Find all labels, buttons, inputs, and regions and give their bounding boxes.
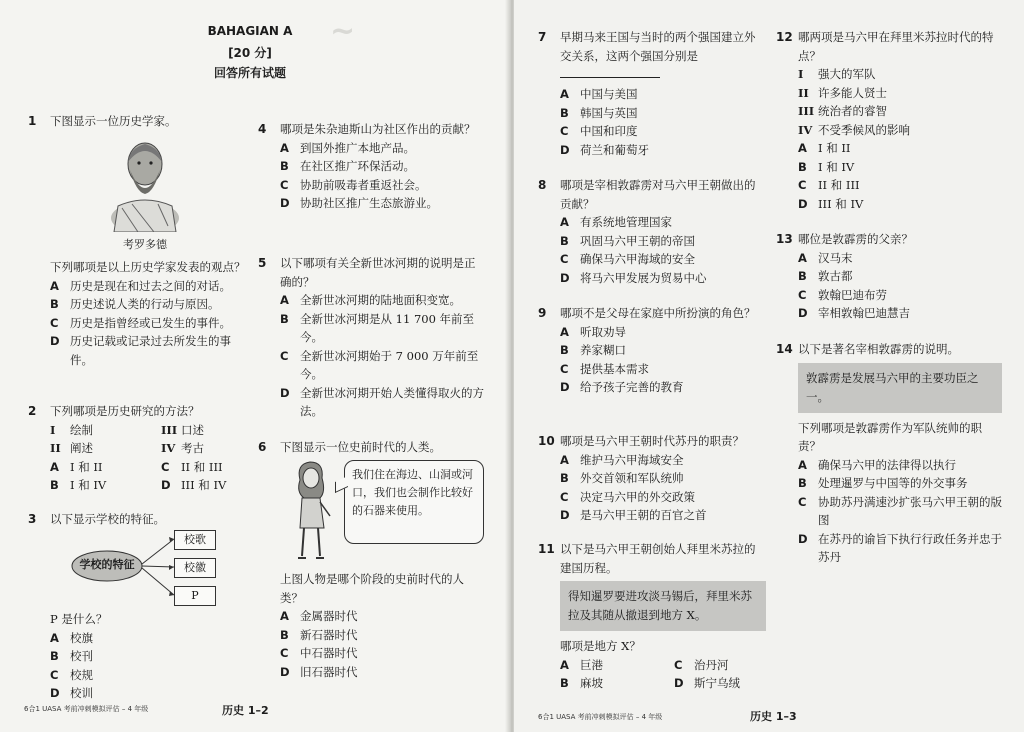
bleed-through-mark: ~ [330, 14, 358, 49]
question-4 [258, 120, 484, 213]
question-number: 12 [776, 30, 793, 44]
option-a[interactable]: A I 和 II [798, 141, 851, 155]
question-intro: 下图显示一位历史学家。 [50, 114, 177, 128]
question-8 [538, 176, 766, 287]
option-b[interactable]: B 外交首领和军队统帅 [560, 471, 684, 485]
option-d[interactable]: D 是马六甲王朝的百官之首 [560, 508, 707, 522]
question-stem: 哪项是朱杂迪斯山为社区作出的贡献？ [280, 122, 476, 136]
option-a[interactable]: A 中国与美国 [560, 87, 638, 101]
question-stem: 下列哪项是以上历史学家发表的观点？ [50, 260, 246, 274]
question-11 [538, 540, 766, 693]
question-stem: 早期马来王国与当时的两个强国建立外交关系，这两个强国分别是 [560, 30, 756, 63]
option-a[interactable]: A 汉马末 [798, 250, 853, 265]
question-7 [538, 28, 766, 159]
left-page [0, 0, 510, 732]
roman-item: IV 考古 [161, 441, 204, 455]
option-b[interactable]: B 历史述说人类的行动与原因。 [50, 297, 220, 311]
question-13 [776, 230, 1002, 323]
option-b[interactable]: B 韩国与英国 [560, 105, 638, 120]
option-b[interactable]: B I 和 IV [798, 159, 855, 174]
option-d[interactable]: D III 和 IV [798, 196, 864, 211]
option-c[interactable]: C 治丹河 [674, 657, 729, 672]
question-3 [28, 510, 250, 529]
option-a[interactable]: A I 和 II [50, 459, 103, 474]
roman-item: III 统治者的睿智 [798, 104, 887, 118]
roman-item: IV 不受季候风的影响 [798, 122, 910, 137]
question-stem: 哪位是敦霹雳的父亲？ [798, 232, 913, 246]
question-stem: 以下哪项有关全新世冰河期的说明是正确的？ [280, 256, 476, 289]
right-page [514, 0, 1024, 732]
question-stem: 哪项是马六甲王朝时代苏丹的职责？ [560, 434, 744, 448]
roman-item: II 阐述 [50, 441, 93, 455]
option-b[interactable]: B 新石器时代 [280, 627, 358, 642]
option-c[interactable]: C 决定马六甲的外交政策 [560, 489, 695, 504]
question-number: 3 [28, 512, 37, 526]
option-d[interactable]: D 在苏丹的谕旨下执行行政任务并忠于苏丹 [798, 531, 1002, 564]
question-number: 5 [258, 256, 267, 270]
question-2 [28, 402, 250, 495]
option-c[interactable]: C 校规 [50, 667, 93, 682]
option-c[interactable]: C 全新世冰河期始于 7 000 万年前至今。 [280, 348, 479, 381]
option-a[interactable]: A 校旗 [50, 630, 93, 645]
question-stem: P 是什么？ [50, 612, 108, 626]
statement-box: 敦霹雳是发展马六甲的主要功臣之一。 [798, 363, 1002, 413]
option-b[interactable]: B I 和 IV [50, 478, 107, 492]
question-9 [538, 304, 766, 397]
question-number: 8 [538, 178, 547, 192]
question-6 [258, 438, 484, 457]
section-instruction: 回答所有试题 [213, 66, 286, 80]
option-b[interactable]: B 处理暹罗与中国等的外交事务 [798, 476, 968, 490]
footer-series: 6合1 UASA 考前冲刺模拟评估 – 4 年级 [24, 705, 149, 713]
roman-items-row-2 [28, 439, 250, 458]
question-stem: 以下是马六甲王朝创始人拜里米苏拉的建国历程。 [560, 542, 756, 575]
option-a[interactable]: A 有系统地管理国家 [560, 215, 672, 229]
answer-blank[interactable] [560, 65, 766, 85]
option-d[interactable]: D 给予孩子完善的教育 [560, 380, 684, 394]
option-d[interactable]: D 斯宁乌绒 [674, 676, 740, 690]
question-number: 2 [28, 404, 37, 418]
option-d[interactable]: D 宰相敦翰巴迪慧吉 [798, 306, 910, 320]
question-intro: 以下显示学校的特征。 [50, 512, 165, 526]
option-a[interactable]: A 历史是现在和过去之间的对话。 [50, 278, 231, 293]
feature-box-p: P [174, 586, 216, 606]
roman-item: I 绘制 [50, 422, 93, 437]
options-row-1 [28, 458, 250, 477]
question-number: 9 [538, 306, 547, 320]
roman-item: I 强大的军队 [798, 67, 876, 81]
feature-box-2: 校徽 [174, 558, 216, 578]
question-stem: 哪项是宰相敦霹雳对马六甲王朝做出的贡献？ [560, 178, 756, 211]
question-number: 10 [538, 434, 555, 448]
option-c[interactable]: C 协助苏丹满速沙扩张马六甲王朝的版图 [798, 494, 1002, 527]
option-a[interactable]: A 维护马六甲海域安全 [560, 452, 684, 467]
question-stem-2: 哪项是地方 X？ [560, 639, 641, 653]
statement-box: 得知暹罗要进攻淡马锡后，拜里米苏拉及其随从撤退到地方 X。 [560, 581, 766, 631]
option-c[interactable]: C II 和 III [798, 178, 860, 192]
question-number: 4 [258, 122, 267, 136]
options-row-2 [538, 674, 766, 693]
option-a[interactable]: A 到国外推广本地产品。 [280, 140, 415, 155]
option-a[interactable]: A 全新世冰河期的陆地面积变宽。 [280, 293, 461, 307]
option-a[interactable]: A 确保马六甲的法律得以执行 [798, 457, 956, 472]
option-a[interactable]: A 听取劝导 [560, 324, 626, 339]
question-10 [538, 432, 766, 525]
option-b[interactable]: B 在社区推广环保活动。 [280, 159, 415, 173]
speech-text: 我们住在海边、山洞或河口，我们也会制作比较好的石器来使用。 [352, 468, 473, 517]
speech-bubble [344, 460, 484, 544]
option-b[interactable]: B 养家糊口 [560, 343, 626, 357]
options-row-2 [28, 476, 250, 495]
question-intro: 下图显示一位史前时代的人类。 [280, 440, 441, 454]
option-d[interactable]: D 将马六甲发展为贸易中心 [560, 270, 707, 285]
prehistoric-human-figure [290, 458, 334, 562]
option-b[interactable]: B 敦古都 [798, 269, 853, 283]
question-14 [776, 340, 1002, 567]
section-marks: [20 分] [228, 46, 272, 60]
options-row-1 [538, 656, 766, 675]
question-stem: 哪项不是父母在家庭中所扮演的角色？ [560, 306, 756, 320]
option-d[interactable]: D 荷兰和葡萄牙 [560, 142, 649, 157]
question-stem: 哪两项是马六甲在拜里米苏拉时代的特点？ [798, 30, 994, 63]
option-d[interactable]: D 协助社区推广生态旅游业。 [280, 196, 438, 210]
question-stem: 以下是著名宰相敦霹雳的说明。 [798, 342, 959, 356]
option-c[interactable]: C 协助前吸毒者重返社会。 [280, 177, 427, 192]
option-b[interactable]: B 全新世冰河期是从 11 700 年前至今。 [280, 311, 475, 344]
feature-box-1: 校歌 [174, 530, 216, 550]
option-c[interactable]: C 确保马六甲海域的安全 [560, 252, 695, 266]
question-5 [258, 254, 484, 421]
option-b[interactable]: B 麻坡 [560, 676, 603, 690]
diagram-center-label: 学校的特征 [79, 558, 135, 571]
question-stem: 下列哪项是历史研究的方法？ [50, 404, 200, 418]
footer-page-number: 历史 1–2 [222, 704, 269, 717]
option-b[interactable]: B 校刊 [50, 649, 93, 663]
question-number: 1 [28, 114, 37, 128]
option-d[interactable]: D 旧石器时代 [280, 664, 358, 679]
option-c[interactable]: C 提供基本需求 [560, 361, 649, 376]
option-d[interactable]: D III 和 IV [161, 478, 227, 492]
question-number: 14 [776, 342, 793, 356]
question-1 [28, 112, 250, 131]
footer-page-number: 历史 1–3 [750, 710, 797, 723]
option-d[interactable]: D 全新世冰河期开始人类懂得取火的方法。 [280, 385, 484, 418]
option-b[interactable]: B 巩固马六甲王朝的帝国 [560, 233, 695, 248]
option-c[interactable]: C 中石器时代 [280, 646, 358, 660]
option-c[interactable]: C II 和 III [161, 459, 223, 474]
question-12 [776, 28, 1002, 213]
historian-portrait [108, 136, 182, 232]
question-number: 11 [538, 542, 555, 556]
footer-series: 6合1 UASA 考前冲刺模拟评估 – 4 年级 [538, 713, 663, 721]
option-d[interactable]: D 校训 [50, 686, 93, 700]
roman-items-row-1 [28, 421, 250, 440]
option-a[interactable]: A 金属器时代 [280, 609, 358, 623]
question-stem-2: 下列哪项是敦霹雳作为军队统帅的职责？ [798, 420, 982, 453]
portrait-caption: 考罗多德 [123, 238, 167, 251]
question-number: 13 [776, 232, 793, 246]
question-6-body [258, 570, 484, 681]
question-number: 7 [538, 30, 547, 44]
roman-item: II 许多能人贤士 [798, 85, 887, 100]
section-title: BAHAGIAN A [207, 24, 293, 38]
roman-item: III 口述 [161, 422, 204, 437]
option-c[interactable]: C 历史是指曾经或已发生的事件。 [50, 315, 231, 330]
question-3-body [28, 610, 250, 703]
school-features-diagram [70, 530, 220, 608]
question-stem: 上图人物是哪个阶段的史前时代的人类？ [280, 572, 464, 605]
option-c[interactable]: C 敦翰巴迪布劳 [798, 287, 887, 302]
question-1-body [28, 258, 250, 369]
option-c[interactable]: C 中国和印度 [560, 124, 638, 138]
option-a[interactable]: A 巨港 [560, 657, 603, 672]
option-d[interactable]: D 历史记载或记录过去所发生的事件。 [50, 334, 231, 367]
question-number: 6 [258, 440, 267, 454]
